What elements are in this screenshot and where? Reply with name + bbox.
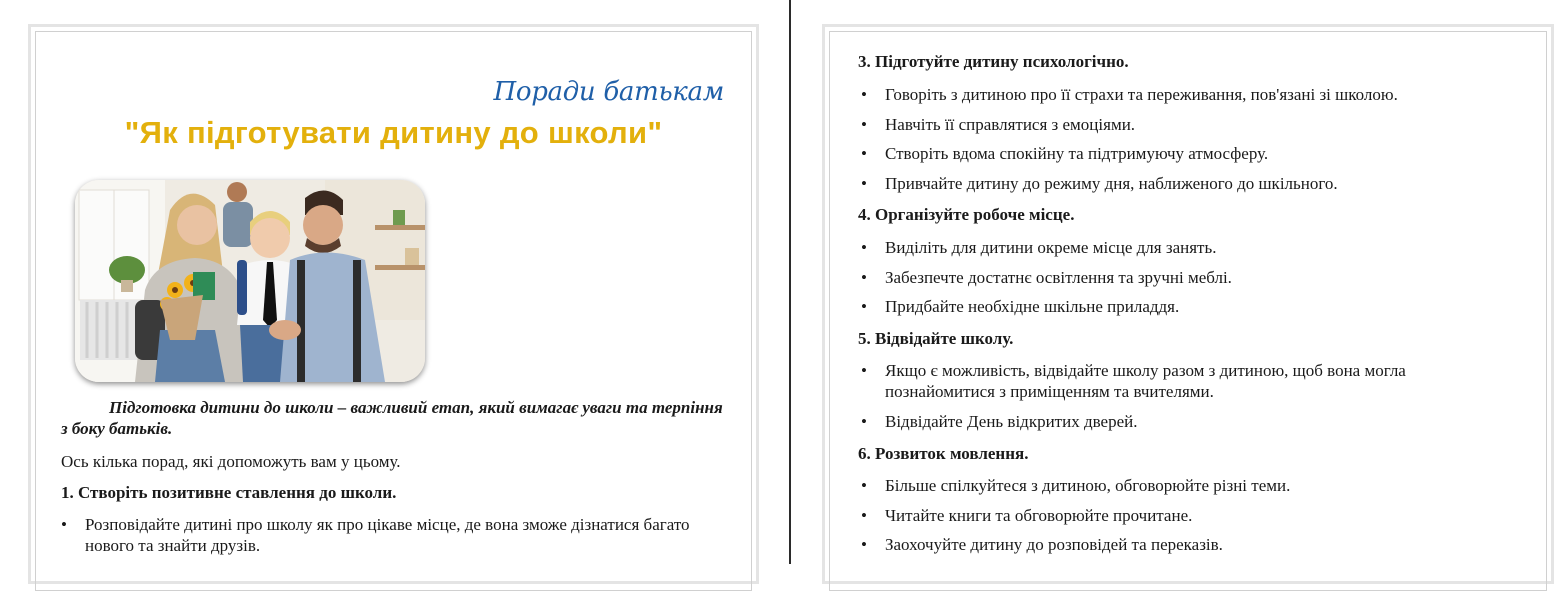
- family-photo: [75, 180, 425, 382]
- list-item: • Привчайте дитину до режиму дня, наближеного до шкільного.: [836, 173, 1526, 194]
- section-5-heading: 5. Відвідайте школу.: [858, 329, 1014, 348]
- list-item: • Забезпечте достатнє освітлення та зручні меблі.: [836, 267, 1526, 288]
- list-item: • Говоріть з дитиною про її страхи та переживання, пов'язані зі школою.: [836, 84, 1526, 105]
- section-4-list: [836, 237, 1526, 317]
- page-title: "Як підготувати дитину до школи": [124, 115, 663, 150]
- section-3-heading: 3. Підготуйте дитину психологічно.: [858, 52, 1129, 71]
- section-1-list: [36, 514, 736, 556]
- list-item: • Відвідайте День відкритих дверей.: [836, 411, 1481, 432]
- list-item: • Виділіть для дитини окреме місце для занять.: [836, 237, 1526, 258]
- section-6-list: [836, 475, 1526, 555]
- section-6-heading: 6. Розвиток мовлення.: [858, 444, 1029, 463]
- list-item: • Створіть вдома спокійну та підтримуючу атмосферу.: [836, 143, 1526, 164]
- section-1-heading: 1. Створіть позитивне ставлення до школи.: [61, 483, 397, 502]
- list-item: • Читайте книги та обговорюйте прочитане.: [836, 505, 1526, 526]
- list-item: • Більше спілкуйтеся з дитиною, обговорюйте різні теми.: [836, 475, 1526, 496]
- section-4-heading: 4. Організуйте робоче місце.: [858, 205, 1075, 224]
- list-item: • Навчіть її справлятися з емоціями.: [836, 114, 1526, 135]
- list-item: • Придбайте необхідне шкільне приладдя.: [836, 296, 1526, 317]
- intro-paragraph: Підготовка дитини до школи – важливий етап, який вимагає уваги та терпіння з боку батьків.: [61, 398, 723, 438]
- document-page-right: [822, 24, 1554, 584]
- list-item: • Розповідайте дитині про школу як про цікаве місце, де вона зможе дізнатися багато нового та знайти друзів.: [36, 514, 736, 556]
- list-item: • Якщо є можливість, відвідайте школу разом з дитиною, щоб вона могла познайомитися з приміщенням та вчителями.: [836, 360, 1481, 402]
- section-5-list: [836, 360, 1481, 432]
- section-3-list: [836, 84, 1526, 194]
- lead-paragraph: Ось кілька порад, які допоможуть вам у цьому.: [61, 452, 401, 471]
- family-photo-illustration: [75, 180, 425, 382]
- page-subtitle: Поради батькам: [493, 77, 724, 107]
- document-page-left: [28, 24, 759, 584]
- list-item: • Заохочуйте дитину до розповідей та переказів.: [836, 534, 1526, 555]
- page-divider: [789, 0, 791, 564]
